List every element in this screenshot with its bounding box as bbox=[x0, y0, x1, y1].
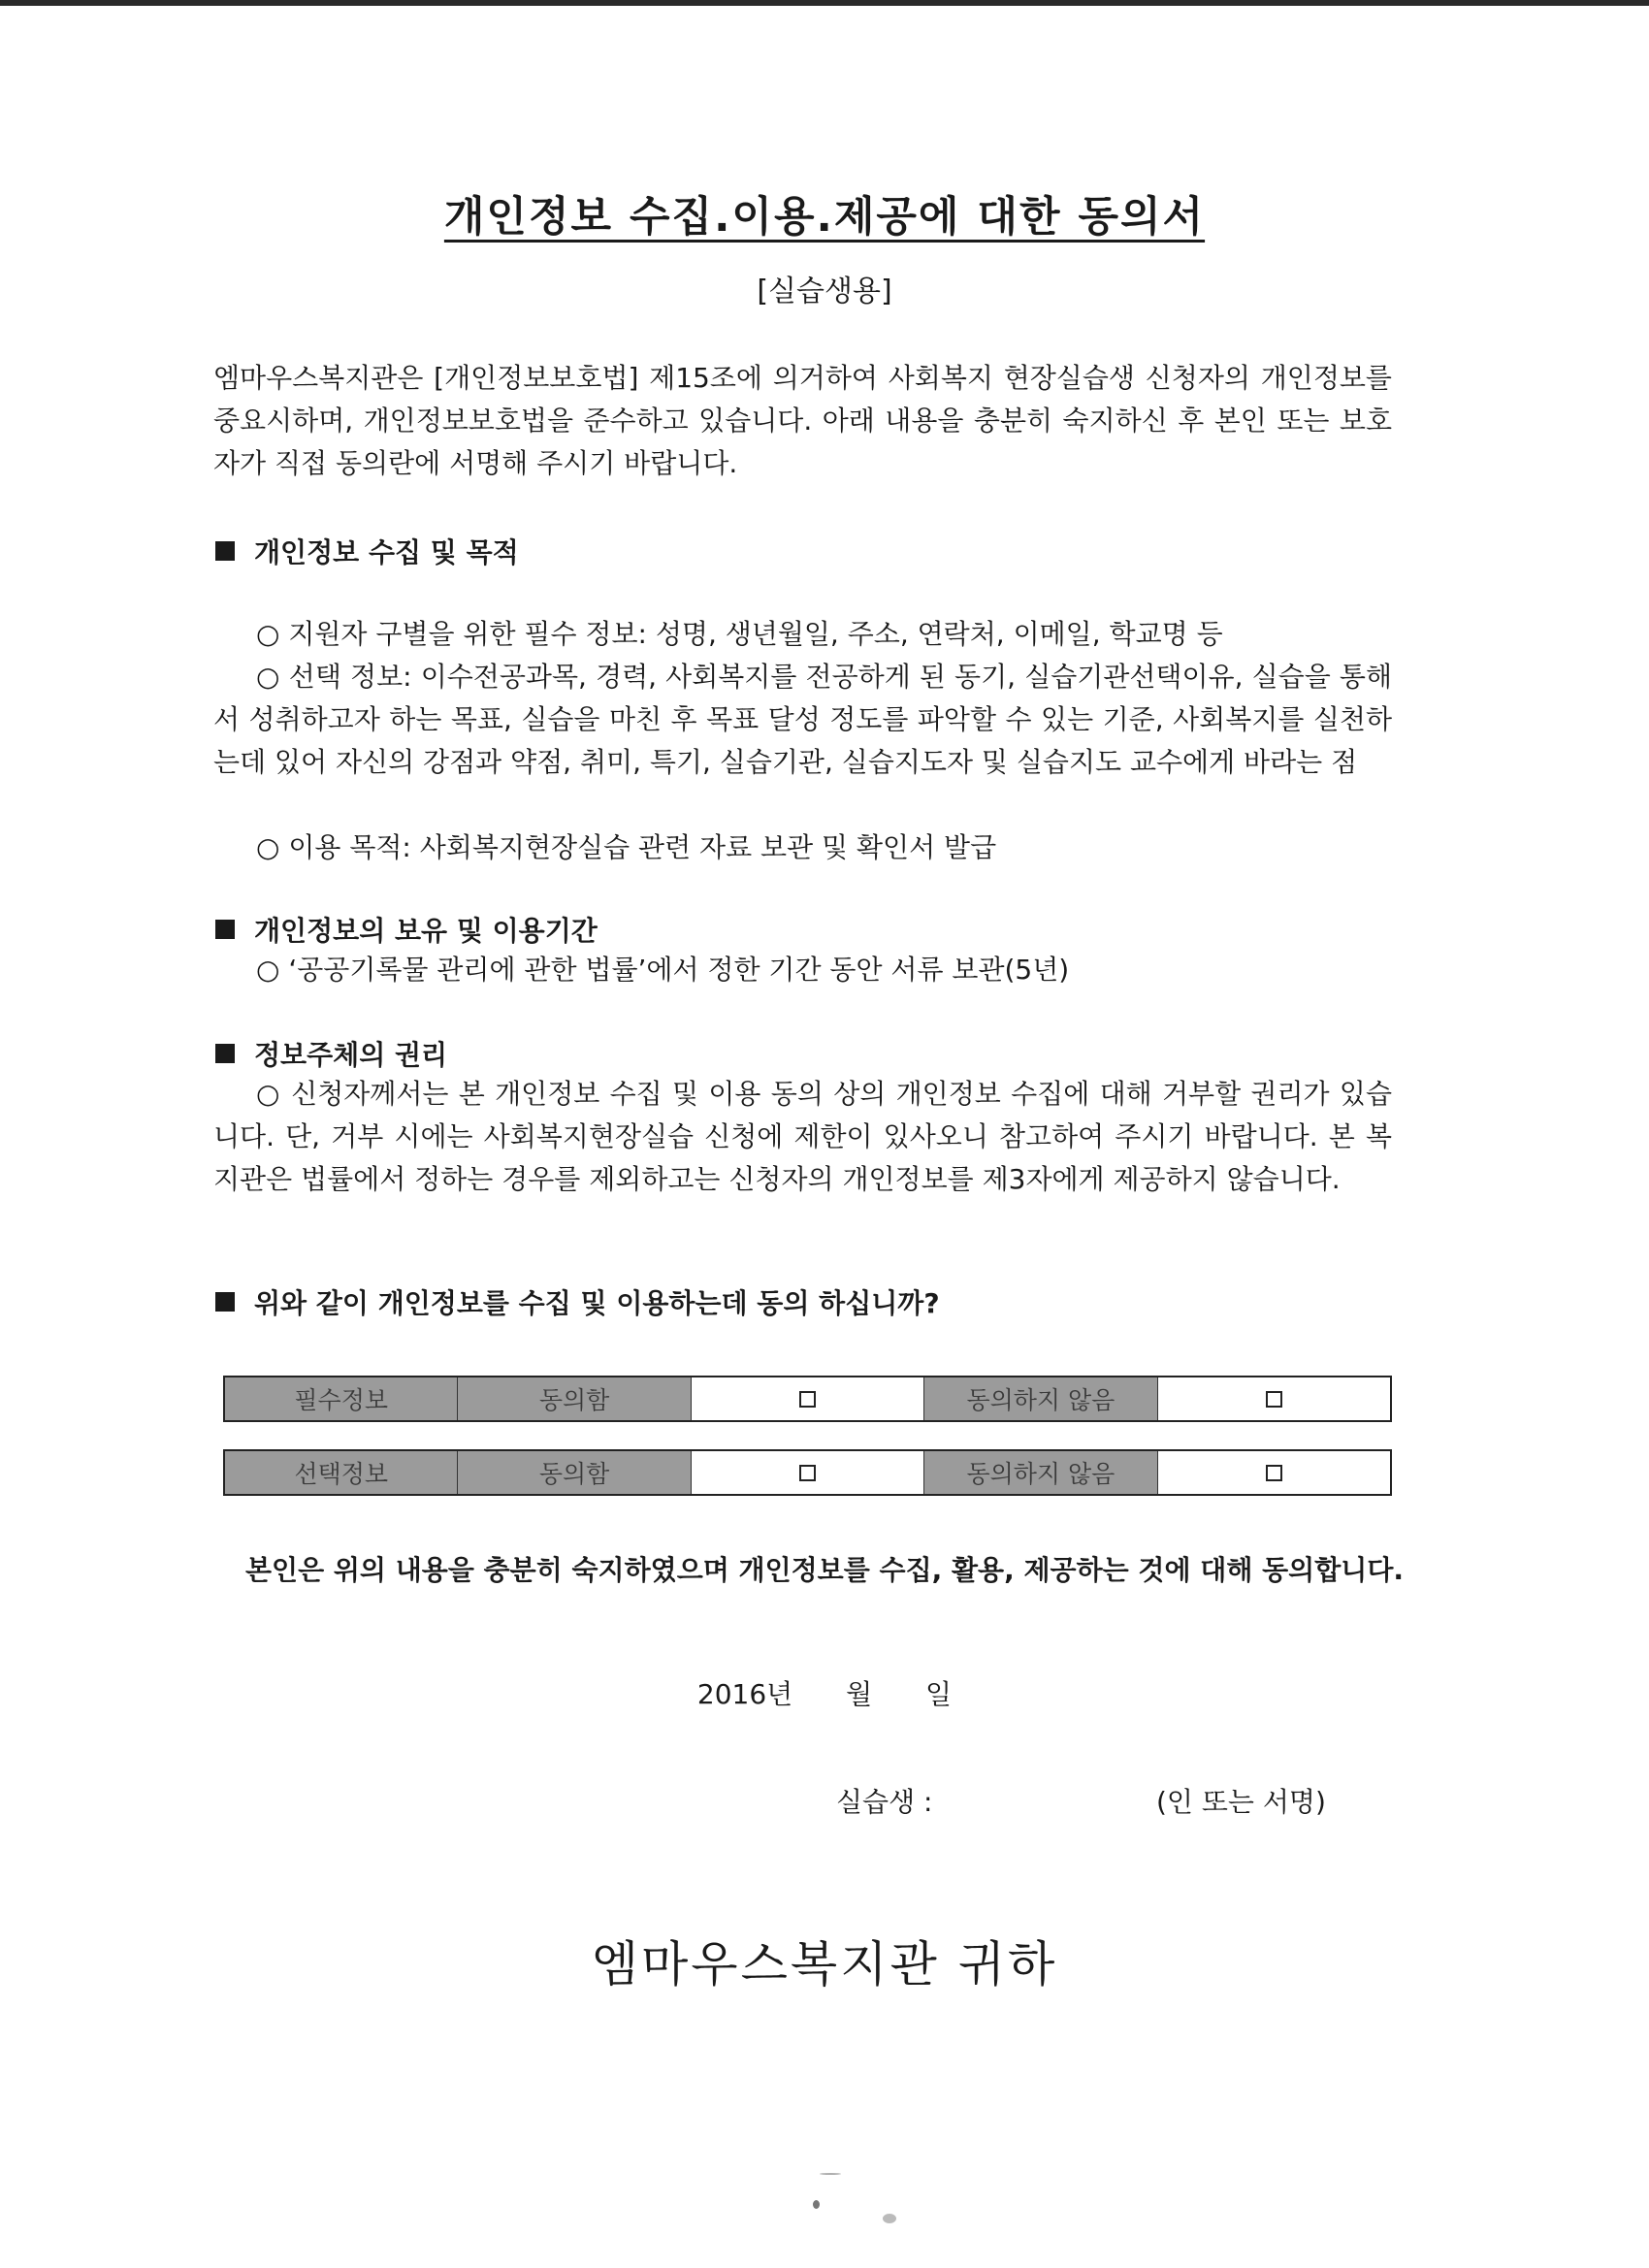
section-heading-text: 개인정보의 보유 및 이용기간 bbox=[254, 915, 598, 947]
disagree-checkbox-cell[interactable] bbox=[1158, 1377, 1390, 1420]
disagree-checkbox[interactable] bbox=[1266, 1465, 1282, 1481]
agree-label: 동의함 bbox=[458, 1451, 691, 1494]
consent-declaration: 본인은 위의 내용을 충분히 숙지하였으며 개인정보를 수집, 활용, 제공하는 것에 대해 동의합니다. bbox=[244, 1554, 1404, 1586]
agree-checkbox[interactable] bbox=[799, 1465, 816, 1481]
scan-smudge bbox=[883, 2214, 896, 2223]
disagree-label: 동의하지 않음 bbox=[924, 1451, 1157, 1494]
section-heading-subject-rights bbox=[215, 1034, 447, 1073]
consent-category: 선택정보 bbox=[225, 1451, 458, 1494]
required-info-item: ○ 지원자 구별을 위한 필수 정보: 성명, 생년월일, 주소, 연락처, 이메일, 학교명 등 bbox=[256, 618, 1223, 650]
intro-paragraph: 엠마우스복지관은 [개인정보보호법] 제15조에 의거하여 사회복지 현장실습생 신청자의 개인정보를 중요시하며, 개인정보보호법을 준수하고 있습니다. 아래 내용을 충분히 숙지하신 후 본인 또는 보호자가 직접 동의란에 서명해 주시기 바랍니다. bbox=[213, 362, 1392, 479]
agree-checkbox-cell[interactable] bbox=[692, 1377, 924, 1420]
date-line: 2016년 월 일 bbox=[696, 1678, 953, 1710]
usage-purpose-item: ○ 이용 목적: 사회복지현장실습 관련 자료 보관 및 확인서 발급 bbox=[256, 831, 997, 863]
scan-smudge bbox=[820, 2173, 841, 2175]
disagree-checkbox-cell[interactable] bbox=[1158, 1451, 1390, 1494]
section-heading-text: 개인정보 수집 및 목적 bbox=[254, 536, 519, 568]
recipient-line: 엠마우스복지관 귀하 bbox=[591, 1936, 1058, 1993]
signer-label: 실습생 : bbox=[836, 1786, 933, 1818]
scan-smudge bbox=[813, 2200, 820, 2209]
consent-category: 필수정보 bbox=[225, 1377, 458, 1420]
document-subtitle: [실습생용] bbox=[757, 275, 892, 308]
agree-checkbox-cell[interactable] bbox=[692, 1451, 924, 1494]
square-bullet-icon bbox=[215, 1292, 235, 1312]
agree-label: 동의함 bbox=[458, 1377, 691, 1420]
agree-checkbox[interactable] bbox=[799, 1391, 816, 1408]
section-heading-collection-purpose bbox=[215, 532, 519, 570]
section-heading-retention-period bbox=[215, 910, 598, 949]
square-bullet-icon bbox=[215, 541, 235, 561]
consent-row-optional bbox=[223, 1449, 1392, 1496]
signature-note: (인 또는 서명) bbox=[1156, 1786, 1326, 1818]
disagree-label: 동의하지 않음 bbox=[924, 1377, 1157, 1420]
section-heading-consent-question bbox=[215, 1282, 940, 1321]
disagree-checkbox[interactable] bbox=[1266, 1391, 1282, 1408]
square-bullet-icon bbox=[215, 1044, 235, 1063]
scan-top-edge bbox=[0, 0, 1649, 6]
section-heading-text: 정보주체의 권리 bbox=[254, 1039, 448, 1071]
retention-item: ○ ‘공공기록물 관리에 관한 법률’에서 정한 기간 동안 서류 보관(5년) bbox=[256, 954, 1070, 986]
document-title: 개인정보 수집.이용.제공에 대한 동의서 bbox=[443, 193, 1206, 242]
section-heading-text: 위와 같이 개인정보를 수집 및 이용하는데 동의 하십니까? bbox=[254, 1287, 940, 1319]
rights-item: ○ 신청자께서는 본 개인정보 수집 및 이용 동의 상의 개인정보 수집에 대해 거부할 권리가 있습니다. 단, 거부 시에는 사회복지현장실습 신청에 제한이 있사오니 참고하여 주시기 바랍니다. 본 복지관은 법률에서 정하는 경우를 제외하고는 신청자의 개인정보를 제3자에게 제공하지 않습니다. bbox=[213, 1078, 1392, 1195]
optional-info-item: ○ 선택 정보: 이수전공과목, 경력, 사회복지를 전공하게 된 동기, 실습기관선택이유, 실습을 통해서 성취하고자 하는 목표, 실습을 마친 후 목표 달성 정도를 파악할 수 있는 기준, 사회복지를 실천하는데 있어 자신의 강점과 약점, 취미, 특기, 실습기관, 실습지도자 및 실습지도 교수에게 바라는 점 bbox=[213, 661, 1392, 778]
consent-row-required bbox=[223, 1376, 1392, 1422]
square-bullet-icon bbox=[215, 920, 235, 939]
